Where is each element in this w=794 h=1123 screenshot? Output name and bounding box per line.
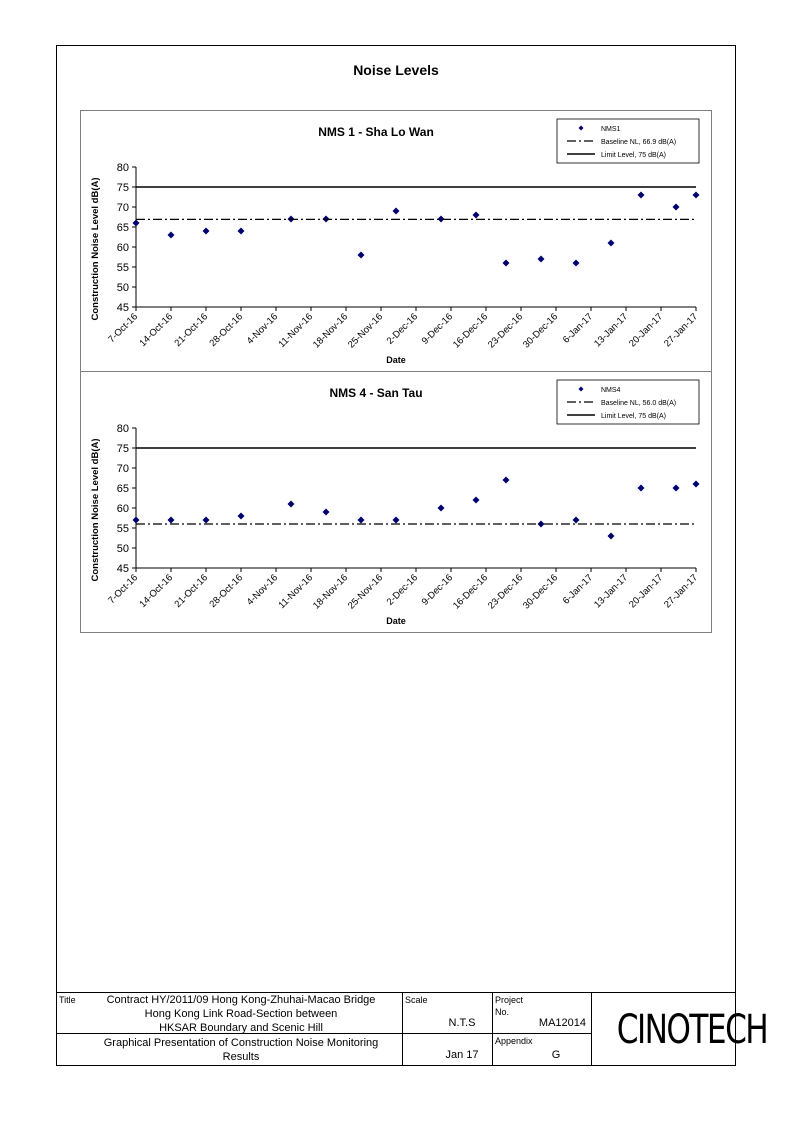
y-tick-label: 60 xyxy=(116,242,129,254)
x-tick-label: 30-Dec-16 xyxy=(520,311,561,351)
scale-label: Scale xyxy=(405,995,428,1005)
x-tick-label: 27-Jan-17 xyxy=(662,311,701,350)
x-tick-label: 13-Jan-17 xyxy=(592,572,631,611)
y-tick-label: 80 xyxy=(116,423,129,435)
data-point xyxy=(393,517,400,524)
data-point xyxy=(673,204,680,211)
project-value: MA12014 xyxy=(538,1017,586,1029)
subtitle-line-1: Graphical Presentation of Construction Noise Monitoring xyxy=(103,1037,379,1049)
data-point xyxy=(573,260,580,267)
y-tick-label: 55 xyxy=(116,523,129,535)
y-tick-label: 45 xyxy=(116,563,129,575)
data-point xyxy=(203,228,210,235)
x-tick-label: 9-Dec-16 xyxy=(419,572,456,608)
y-tick-label: 45 xyxy=(116,302,129,314)
x-tick-label: 4-Nov-16 xyxy=(244,572,281,608)
y-tick-label: 65 xyxy=(116,483,129,495)
data-point xyxy=(473,497,480,504)
data-point xyxy=(438,505,445,512)
x-tick-label: 2-Dec-16 xyxy=(384,311,421,347)
data-point xyxy=(693,192,700,199)
x-tick-label: 23-Dec-16 xyxy=(485,572,526,612)
page-title: Noise Levels xyxy=(353,62,439,78)
y-tick-label: 60 xyxy=(116,503,129,515)
x-tick-label: 25-Nov-16 xyxy=(345,572,386,612)
data-point xyxy=(238,228,245,235)
x-tick-label: 2-Dec-16 xyxy=(384,572,421,608)
title-block xyxy=(56,992,768,1066)
x-tick-label: 6-Jan-17 xyxy=(560,311,596,346)
x-tick-label: 14-Oct-16 xyxy=(137,311,176,349)
y-tick-label: 65 xyxy=(116,222,129,234)
appendix-value: G xyxy=(551,1049,561,1061)
y-tick-label: 80 xyxy=(116,162,129,174)
title-label: Title xyxy=(59,995,76,1005)
x-tick-label: 28-Oct-16 xyxy=(207,572,246,610)
y-axis-label: Construction Noise Level dB(A) xyxy=(90,177,101,321)
legend-label: Baseline NL, 66.9 dB(A) xyxy=(601,139,677,146)
legend-label: Limit Level, 75 dB(A) xyxy=(601,413,666,420)
data-point xyxy=(358,517,365,524)
chart-nms1-svg xyxy=(81,111,713,373)
appendix-label: Appendix xyxy=(495,1036,533,1046)
data-point xyxy=(573,517,580,524)
scale-value: N.T.S xyxy=(448,1017,476,1029)
x-tick-label: 21-Oct-16 xyxy=(172,572,211,610)
project-no-label: No. xyxy=(495,1007,510,1017)
x-tick-label: 20-Jan-17 xyxy=(627,311,666,350)
x-tick-label: 4-Nov-16 xyxy=(244,311,281,347)
data-point xyxy=(168,517,175,524)
x-tick-label: 7-Oct-16 xyxy=(106,572,141,607)
x-tick-label: 27-Jan-17 xyxy=(662,572,701,611)
y-tick-label: 70 xyxy=(116,463,129,475)
x-tick-label: 28-Oct-16 xyxy=(207,311,246,349)
project-label: Project xyxy=(495,995,524,1005)
x-axis-label: Date xyxy=(386,355,406,365)
data-point xyxy=(393,208,400,215)
x-tick-label: 7-Oct-16 xyxy=(106,311,141,346)
data-point xyxy=(133,517,140,524)
x-tick-label: 23-Dec-16 xyxy=(485,311,526,351)
title-line-1: Contract HY/2011/09 Hong Kong-Zhuhai-Macao Bridge xyxy=(106,994,376,1006)
x-tick-label: 14-Oct-16 xyxy=(137,572,176,610)
data-point xyxy=(608,533,615,540)
y-tick-label: 50 xyxy=(116,282,129,294)
x-tick-label: 11-Nov-16 xyxy=(276,311,316,350)
legend-label: Baseline NL, 56.0 dB(A) xyxy=(601,400,677,407)
title-line-2: Hong Kong Link Road-Section between xyxy=(144,1008,338,1020)
data-point xyxy=(168,232,175,239)
data-point xyxy=(538,256,545,263)
data-point xyxy=(673,485,680,492)
x-tick-label: 6-Jan-17 xyxy=(560,572,596,607)
cinotech-logo: CINOTECH xyxy=(616,1007,768,1053)
data-point xyxy=(693,481,700,488)
legend-label: NMS4 xyxy=(601,387,621,394)
x-tick-label: 21-Oct-16 xyxy=(172,311,211,349)
data-point xyxy=(288,501,295,508)
chart-nms4-svg xyxy=(81,372,713,634)
date-value: Jan 17 xyxy=(445,1049,479,1061)
chart-title: NMS 1 - Sha Lo Wan xyxy=(318,125,434,139)
x-tick-label: 30-Dec-16 xyxy=(520,572,561,612)
y-axis-label: Construction Noise Level dB(A) xyxy=(90,438,101,582)
data-point xyxy=(323,509,330,516)
data-point xyxy=(638,485,645,492)
data-point xyxy=(638,192,645,199)
data-point xyxy=(503,260,510,267)
y-tick-label: 55 xyxy=(116,262,129,274)
y-tick-label: 75 xyxy=(116,182,129,194)
x-tick-label: 20-Jan-17 xyxy=(627,572,666,611)
y-tick-label: 50 xyxy=(116,543,129,555)
data-point xyxy=(238,513,245,520)
x-axis-label: Date xyxy=(386,616,406,626)
x-tick-label: 16-Dec-16 xyxy=(450,572,491,612)
legend-label: Limit Level, 75 dB(A) xyxy=(601,152,666,159)
title-line-3: HKSAR Boundary and Scenic Hill xyxy=(159,1022,323,1034)
x-tick-label: 18-Nov-16 xyxy=(310,572,351,612)
data-point xyxy=(358,252,365,259)
data-point xyxy=(133,220,140,227)
legend-label: NMS1 xyxy=(601,126,621,133)
x-tick-label: 16-Dec-16 xyxy=(450,311,491,351)
y-tick-label: 70 xyxy=(116,202,129,214)
chart-title: NMS 4 - San Tau xyxy=(329,386,423,400)
data-point xyxy=(503,477,510,484)
data-point xyxy=(473,212,480,219)
y-tick-label: 75 xyxy=(116,443,129,455)
x-tick-label: 9-Dec-16 xyxy=(419,311,456,347)
x-tick-label: 11-Nov-16 xyxy=(276,572,316,611)
data-point xyxy=(203,517,210,524)
x-tick-label: 13-Jan-17 xyxy=(592,311,631,350)
data-point xyxy=(608,240,615,247)
x-tick-label: 25-Nov-16 xyxy=(345,311,386,351)
chart-nms4 xyxy=(80,371,712,633)
x-tick-label: 18-Nov-16 xyxy=(310,311,351,351)
subtitle-line-2: Results xyxy=(222,1051,260,1063)
chart-nms1 xyxy=(80,110,712,372)
